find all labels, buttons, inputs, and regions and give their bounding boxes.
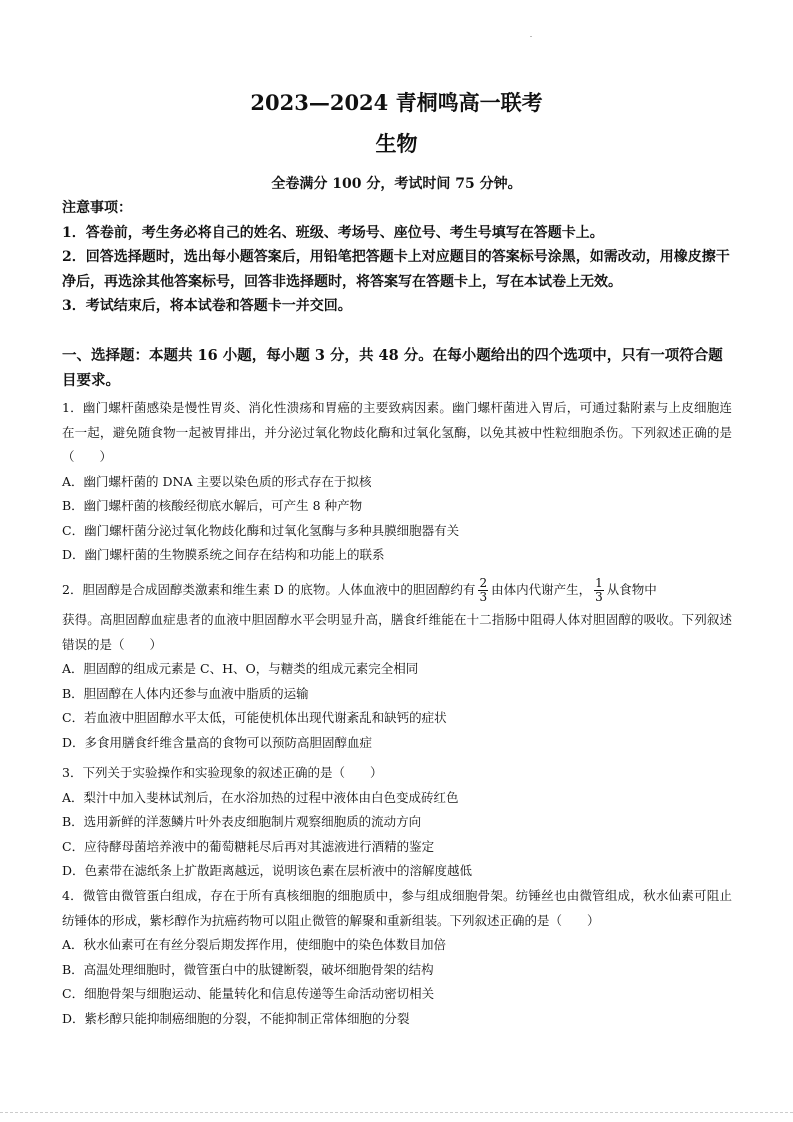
question-stem: 1．幽门螺杆菌感染是慢性胃炎、消化性溃疡和胃癌的主要致病因素。幽门螺杆菌进入胃后，可通过黏附素与上皮细胞连在一起，避免随食物一起被胃排出，并分泌过氧化物歧化酶和过氧化氢酶，以免其被中性粒细胞杀伤。下列叙述正确的是（ ） bbox=[62, 400, 732, 464]
page-bottom-divider bbox=[0, 1112, 793, 1113]
fraction-numerator: 2 bbox=[479, 576, 488, 590]
notes-item: 3．考试结束后，将本试卷和答题卡一并交回。 bbox=[62, 298, 352, 315]
fraction-numerator: 1 bbox=[595, 576, 603, 590]
exam-subject: 生物 bbox=[375, 131, 418, 156]
option-a: A．秋水仙素可在有丝分裂后期发挥作用，使细胞中的染色体数目加倍 bbox=[62, 937, 447, 952]
notes-section bbox=[62, 196, 732, 319]
option-b: B．选用新鲜的洋葱鳞片叶外表皮细胞制片观察细胞质的流动方向 bbox=[62, 814, 422, 829]
scan-speck bbox=[530, 36, 532, 37]
question-stem: 3．下列关于实验操作和实验现象的叙述正确的是（ ） bbox=[62, 765, 383, 780]
option-a: A．幽门螺杆菌的 DNA 主要以染色质的形式存在于拟核 bbox=[62, 473, 372, 489]
notes-item: 2．回答选择题时，选出每小题答案后，用铅笔把答题卡上对应题目的答案标号涂黑，如需改动，用橡皮擦干净后，再选涂其他答案标号，回答非选择题时，将答案写在答题卡上，写在本试卷上无效。 bbox=[62, 249, 730, 290]
stem-text: 2．胆固醇是合成固醇类激素和维生素 D 的底物。人体血液中的胆固醇约有 bbox=[62, 582, 476, 597]
fraction-denominator: 3 bbox=[595, 590, 603, 604]
stem-text: 由体内代谢产生， bbox=[491, 582, 592, 597]
fraction-two-thirds bbox=[478, 577, 488, 604]
option-d: D．紫杉醇只能抑制癌细胞的分裂，不能抑制正常体细胞的分裂 bbox=[62, 1010, 410, 1026]
option-d: D．多食用膳食纤维含量高的食物可以预防高胆固醇血症 bbox=[62, 734, 373, 750]
option-c: C．若血液中胆固醇水平太低，可能使机体出现代谢紊乱和缺钙的症状 bbox=[62, 710, 447, 725]
exam-meta: 全卷满分 100 分，考试时间 75 分钟。 bbox=[271, 176, 522, 192]
question-1 bbox=[62, 396, 732, 568]
option-d: D．幽门螺杆菌的生物膜系统之间存在结构和功能上的联系 bbox=[62, 547, 385, 562]
section-heading: 一、选择题：本题共 16 小题，每小题 3 分，共 48 分。在每小题给出的四个选项中，只有一项符合题目要求。 bbox=[62, 347, 723, 389]
fraction-denominator: 3 bbox=[479, 590, 488, 604]
notes-item: 1．答卷前，考生务必将自己的姓名、班级、考场号、座位号、考生号填写在答题卡上。 bbox=[62, 224, 604, 241]
exam-title: 2023—2024 青桐鸣高一联考 bbox=[250, 90, 543, 115]
option-c: C．细胞骨架与细胞运动、能量转化和信息传递等生命活动密切相关 bbox=[62, 986, 435, 1001]
question-stem: 获得。高胆固醇血症患者的血液中胆固醇水平会明显升高，膳食纤维能在十二指肠中阻碍人体对胆固醇的吸收。下列叙述错误的是（ ） bbox=[62, 612, 732, 652]
option-c: C．幽门螺杆菌分泌过氧化物歧化酶和过氧化氢酶与多种具膜细胞器有关 bbox=[62, 522, 460, 538]
option-a: A．梨汁中加入斐林试剂后，在水浴加热的过程中液体由白色变成砖红色 bbox=[62, 789, 459, 805]
option-b: B．高温处理细胞时，微管蛋白中的肽键断裂，破坏细胞骨架的结构 bbox=[62, 961, 434, 977]
question-4 bbox=[62, 884, 732, 1031]
question-3 bbox=[62, 761, 732, 884]
option-a: A．胆固醇的组成元素是 C、H、O，与糖类的组成元素完全相同 bbox=[62, 661, 419, 676]
option-c: C．应待酵母菌培养液中的葡萄糖耗尽后再对其滤液进行酒精的鉴定 bbox=[62, 838, 435, 854]
option-d: D．色素带在滤纸条上扩散距离越远，说明该色素在层析液中的溶解度越低 bbox=[62, 863, 473, 878]
question-stem-line bbox=[62, 572, 732, 608]
option-b: B．幽门螺杆菌的核酸经彻底水解后，可产生 8 种产物 bbox=[62, 498, 363, 513]
notes-heading: 注意事项： bbox=[62, 200, 132, 216]
stem-text: 从食物中 bbox=[606, 582, 657, 597]
question-2 bbox=[62, 572, 732, 755]
option-b: B．胆固醇在人体内还参与血液中脂质的运输 bbox=[62, 685, 309, 701]
fraction-one-third bbox=[594, 577, 604, 604]
question-stem: 4．微管由微管蛋白组成，存在于所有真核细胞的细胞质中，参与组成细胞骨架。纺锤丝也由微管组成，秋水仙素可阻止纺锤体的形成，紫杉醇作为抗癌药物可以阻止微管的解聚和重新组装。下列叙述正确的是（ ） bbox=[62, 888, 732, 928]
